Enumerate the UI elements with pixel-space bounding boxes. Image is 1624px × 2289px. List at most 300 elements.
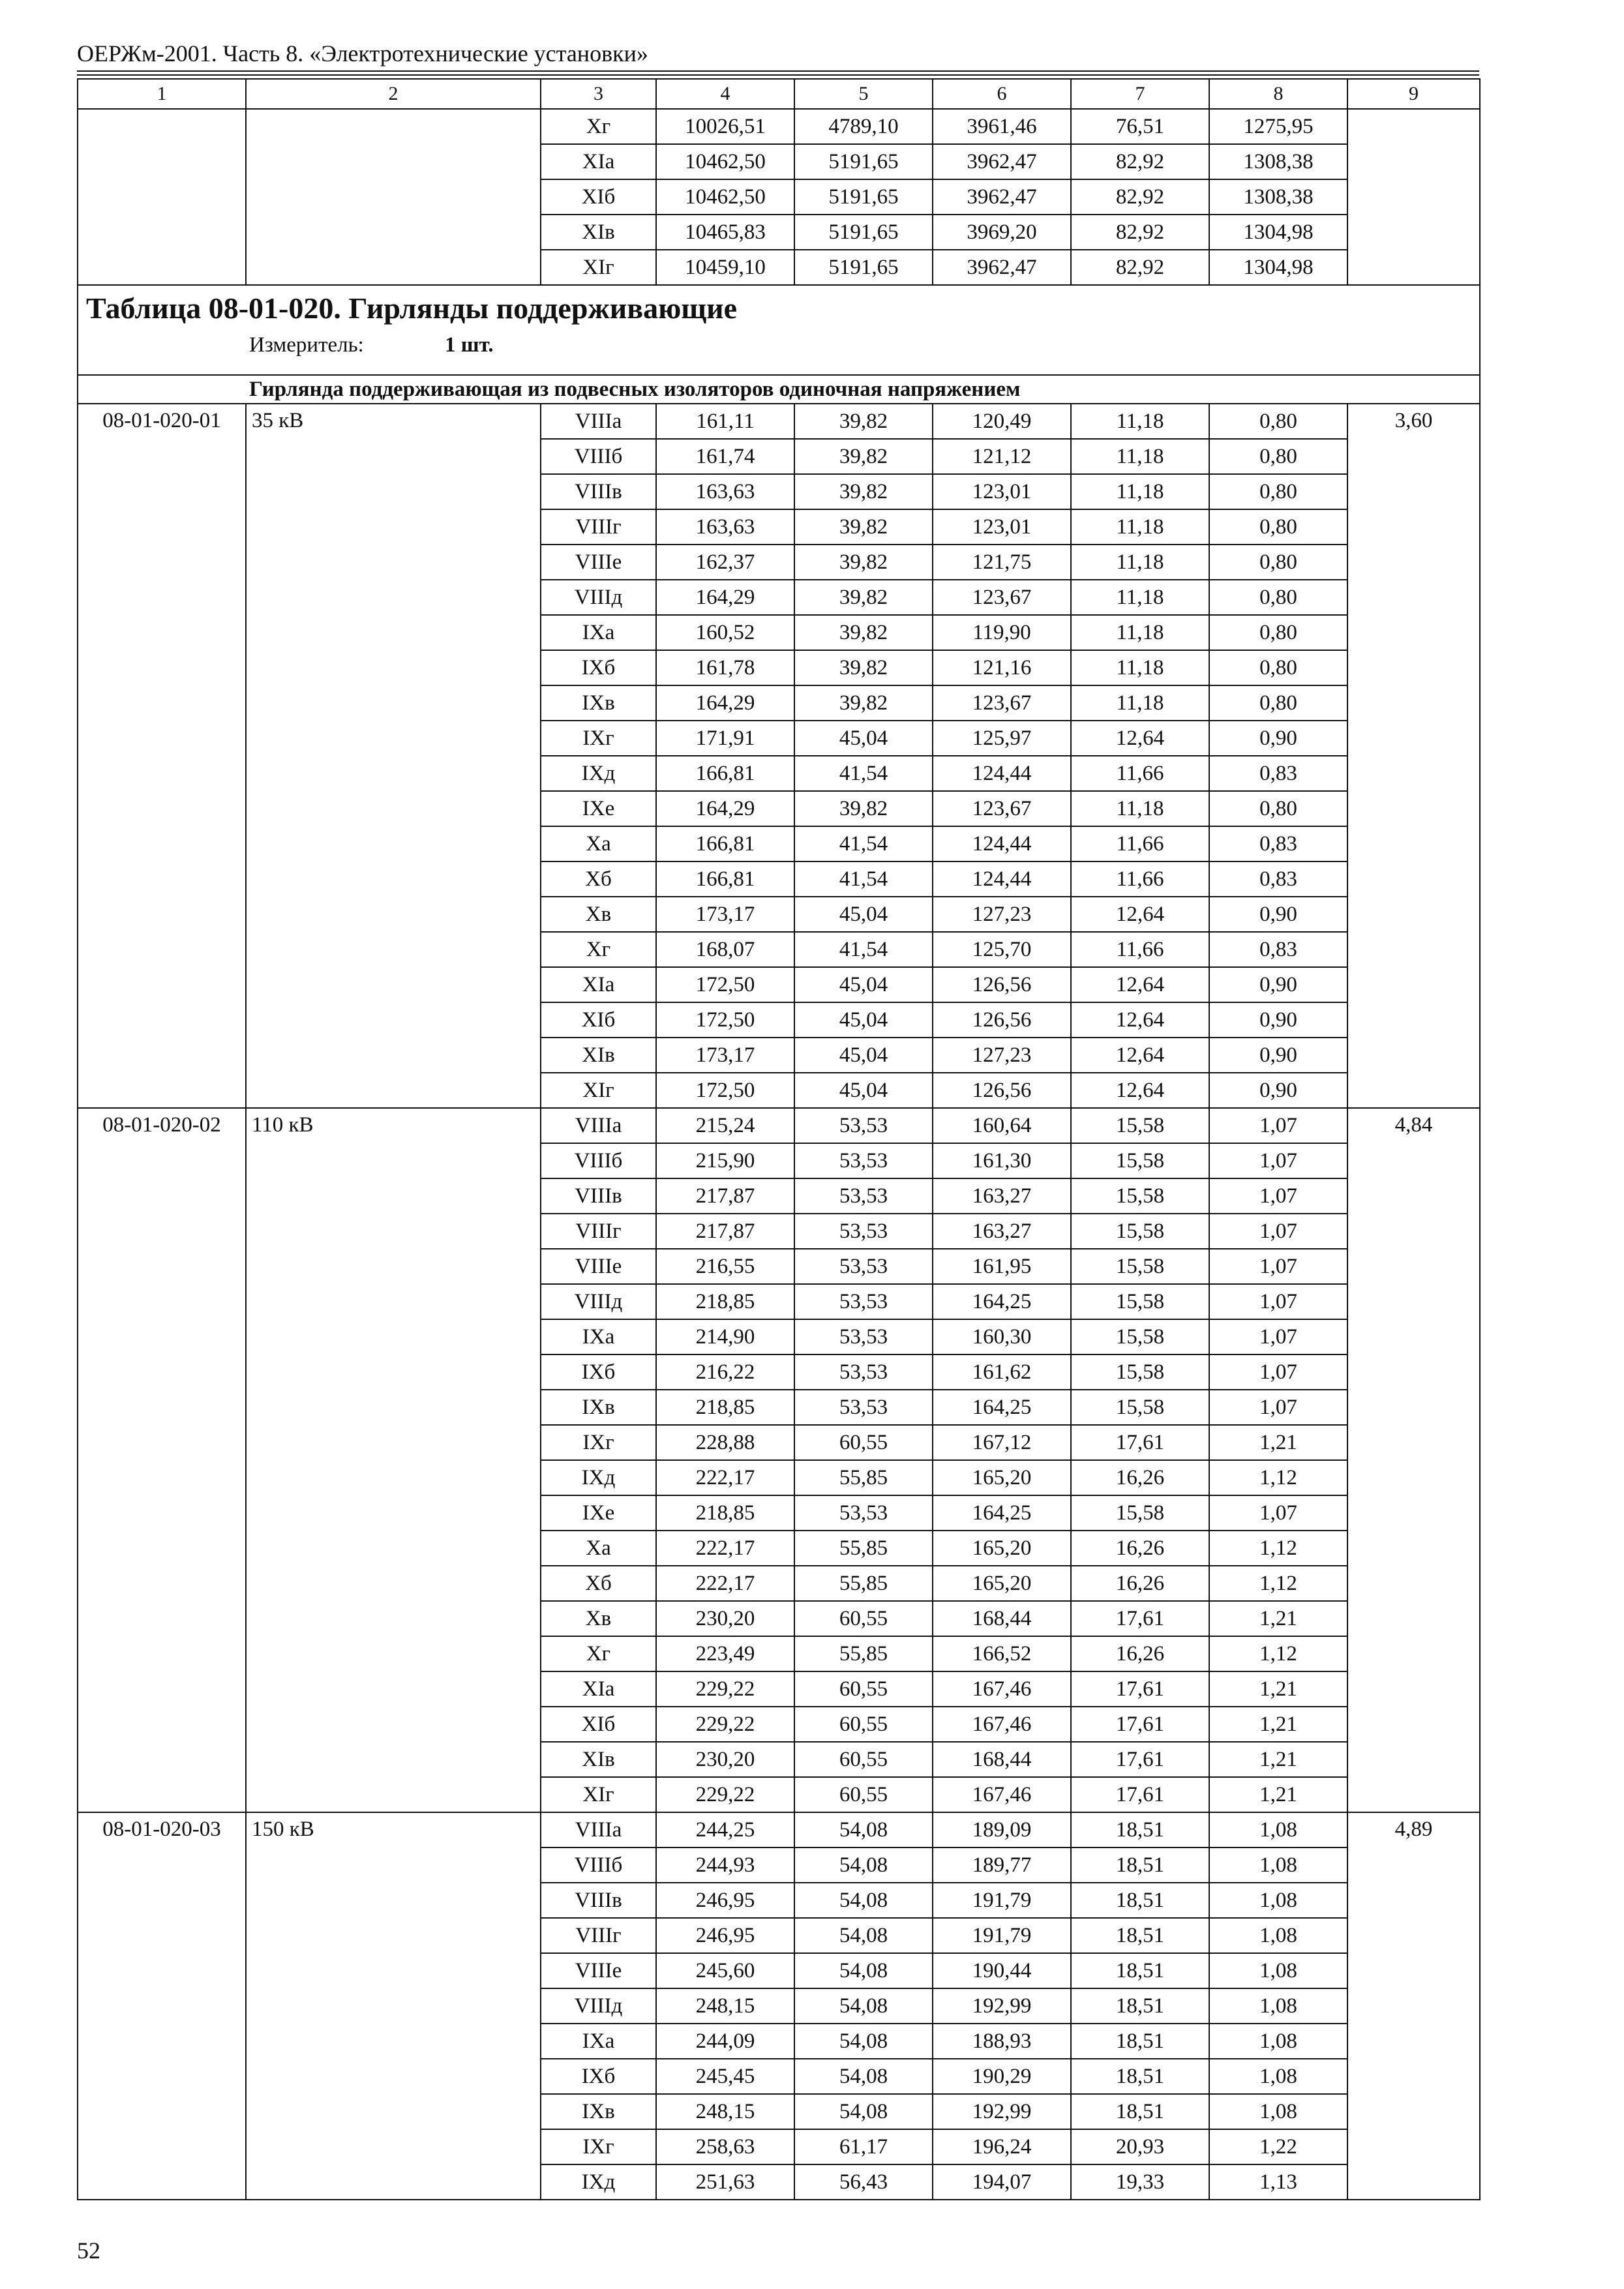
value-cell: 17,61 bbox=[1071, 1777, 1209, 1812]
value-cell: 18,51 bbox=[1071, 1883, 1209, 1918]
value-cell: 164,29 bbox=[656, 685, 794, 721]
value-cell: 39,82 bbox=[794, 615, 933, 650]
value-cell: 1,08 bbox=[1209, 1918, 1347, 1953]
value-cell: 53,53 bbox=[794, 1284, 933, 1319]
value-cell: 120,49 bbox=[933, 404, 1071, 439]
region-cell: IХд bbox=[541, 1460, 656, 1495]
value-cell: 1,08 bbox=[1209, 2024, 1347, 2059]
region-cell: IХд bbox=[541, 756, 656, 791]
region-cell: VIIIе bbox=[541, 545, 656, 580]
item-col9-value: 4,89 bbox=[1347, 1812, 1480, 2200]
value-cell: 53,53 bbox=[794, 1249, 933, 1284]
empty-col9-cell bbox=[1347, 109, 1480, 285]
value-cell: 53,53 bbox=[794, 1495, 933, 1531]
value-cell: 0,83 bbox=[1209, 826, 1347, 861]
value-cell: 1,08 bbox=[1209, 2094, 1347, 2129]
value-cell: 39,82 bbox=[794, 650, 933, 685]
value-cell: 217,87 bbox=[656, 1178, 794, 1214]
value-cell: 161,30 bbox=[933, 1143, 1071, 1178]
region-cell: IХе bbox=[541, 791, 656, 826]
value-cell: 1,12 bbox=[1209, 1460, 1347, 1495]
value-cell: 0,90 bbox=[1209, 1073, 1347, 1108]
value-cell: 123,67 bbox=[933, 791, 1071, 826]
value-cell: 54,08 bbox=[794, 1848, 933, 1883]
value-cell: 246,95 bbox=[656, 1883, 794, 1918]
document-header: ОЕРЖм-2001. Часть 8. «Электротехнические установки» bbox=[77, 40, 648, 67]
value-cell: 168,44 bbox=[933, 1601, 1071, 1636]
value-cell: 1,22 bbox=[1209, 2129, 1347, 2164]
value-cell: 164,25 bbox=[933, 1284, 1071, 1319]
value-cell: 163,27 bbox=[933, 1214, 1071, 1249]
value-cell: 214,90 bbox=[656, 1319, 794, 1354]
value-cell: 1,07 bbox=[1209, 1284, 1347, 1319]
value-cell: 1,07 bbox=[1209, 1178, 1347, 1214]
value-cell: 45,04 bbox=[794, 1002, 933, 1038]
value-cell: 218,85 bbox=[656, 1390, 794, 1425]
value-cell: 53,53 bbox=[794, 1108, 933, 1143]
value-cell: 17,61 bbox=[1071, 1707, 1209, 1742]
value-cell: 0,83 bbox=[1209, 932, 1347, 967]
value-cell: 1,12 bbox=[1209, 1636, 1347, 1671]
region-cell: ХIг bbox=[541, 1777, 656, 1812]
value-cell: 18,51 bbox=[1071, 1988, 1209, 2024]
region-cell: VIIIг bbox=[541, 1214, 656, 1249]
value-cell: 18,51 bbox=[1071, 1953, 1209, 1988]
value-cell: 1304,98 bbox=[1209, 250, 1347, 285]
value-cell: 192,99 bbox=[933, 2094, 1071, 2129]
region-cell: ХIа bbox=[541, 1671, 656, 1707]
value-cell: 165,20 bbox=[933, 1531, 1071, 1566]
value-cell: 39,82 bbox=[794, 791, 933, 826]
value-cell: 222,17 bbox=[656, 1566, 794, 1601]
region-cell: IХг bbox=[541, 1425, 656, 1460]
value-cell: 1,08 bbox=[1209, 2059, 1347, 2094]
value-cell: 1,07 bbox=[1209, 1354, 1347, 1390]
value-cell: 45,04 bbox=[794, 967, 933, 1002]
value-cell: 0,83 bbox=[1209, 756, 1347, 791]
value-cell: 11,18 bbox=[1071, 545, 1209, 580]
value-cell: 15,58 bbox=[1071, 1495, 1209, 1531]
value-cell: 173,17 bbox=[656, 897, 794, 932]
value-cell: 45,04 bbox=[794, 1073, 933, 1108]
region-cell: Хг bbox=[541, 1636, 656, 1671]
value-cell: 168,44 bbox=[933, 1742, 1071, 1777]
region-cell: VIIIа bbox=[541, 1108, 656, 1143]
value-cell: 53,53 bbox=[794, 1319, 933, 1354]
value-cell: 54,08 bbox=[794, 2059, 933, 2094]
value-cell: 126,56 bbox=[933, 967, 1071, 1002]
column-number-4: 4 bbox=[656, 79, 794, 109]
column-number-9: 9 bbox=[1347, 79, 1480, 109]
value-cell: 55,85 bbox=[794, 1566, 933, 1601]
value-cell: 60,55 bbox=[794, 1601, 933, 1636]
value-cell: 163,63 bbox=[656, 509, 794, 545]
region-cell: VIIIе bbox=[541, 1249, 656, 1284]
value-cell: 3962,47 bbox=[933, 250, 1071, 285]
value-cell: 54,08 bbox=[794, 2024, 933, 2059]
value-cell: 3969,20 bbox=[933, 215, 1071, 250]
value-cell: 17,61 bbox=[1071, 1671, 1209, 1707]
table-row bbox=[78, 404, 1480, 439]
value-cell: 251,63 bbox=[656, 2164, 794, 2200]
value-cell: 41,54 bbox=[794, 932, 933, 967]
value-cell: 5191,65 bbox=[794, 215, 933, 250]
value-cell: 1,08 bbox=[1209, 1953, 1347, 1988]
value-cell: 161,78 bbox=[656, 650, 794, 685]
value-cell: 15,58 bbox=[1071, 1108, 1209, 1143]
value-cell: 218,85 bbox=[656, 1284, 794, 1319]
value-cell: 167,12 bbox=[933, 1425, 1071, 1460]
value-cell: 125,70 bbox=[933, 932, 1071, 967]
value-cell: 54,08 bbox=[794, 1812, 933, 1848]
value-cell: 1,21 bbox=[1209, 1425, 1347, 1460]
item-code: 08-01-020-02 bbox=[78, 1108, 246, 1812]
value-cell: 1,08 bbox=[1209, 1883, 1347, 1918]
unit-value: 1 шт. bbox=[445, 333, 494, 357]
value-cell: 165,20 bbox=[933, 1460, 1071, 1495]
value-cell: 215,90 bbox=[656, 1143, 794, 1178]
value-cell: 1275,95 bbox=[1209, 109, 1347, 144]
value-cell: 18,51 bbox=[1071, 1848, 1209, 1883]
region-cell: VIIIв bbox=[541, 1178, 656, 1214]
value-cell: 1,07 bbox=[1209, 1319, 1347, 1354]
region-cell: Хг bbox=[541, 932, 656, 967]
table-row bbox=[78, 1812, 1480, 1848]
value-cell: 5191,65 bbox=[794, 144, 933, 179]
value-cell: 53,53 bbox=[794, 1390, 933, 1425]
value-cell: 10462,50 bbox=[656, 179, 794, 215]
value-cell: 11,18 bbox=[1071, 685, 1209, 721]
value-cell: 123,01 bbox=[933, 474, 1071, 509]
value-cell: 11,66 bbox=[1071, 861, 1209, 897]
column-number-8: 8 bbox=[1209, 79, 1347, 109]
header-rule bbox=[77, 70, 1479, 76]
value-cell: 189,77 bbox=[933, 1848, 1071, 1883]
region-cell: VIIIа bbox=[541, 1812, 656, 1848]
region-cell: IХб bbox=[541, 2059, 656, 2094]
value-cell: 76,51 bbox=[1071, 109, 1209, 144]
value-cell: 15,58 bbox=[1071, 1249, 1209, 1284]
value-cell: 10465,83 bbox=[656, 215, 794, 250]
region-cell: VIIIа bbox=[541, 404, 656, 439]
value-cell: 0,80 bbox=[1209, 580, 1347, 615]
value-cell: 223,49 bbox=[656, 1636, 794, 1671]
value-cell: 56,43 bbox=[794, 2164, 933, 2200]
value-cell: 18,51 bbox=[1071, 2094, 1209, 2129]
value-cell: 1308,38 bbox=[1209, 179, 1347, 215]
value-cell: 15,58 bbox=[1071, 1214, 1209, 1249]
value-cell: 1,21 bbox=[1209, 1777, 1347, 1812]
value-cell: 163,63 bbox=[656, 474, 794, 509]
value-cell: 168,07 bbox=[656, 932, 794, 967]
value-cell: 17,61 bbox=[1071, 1601, 1209, 1636]
value-cell: 190,44 bbox=[933, 1953, 1071, 1988]
region-cell: ХIб bbox=[541, 1707, 656, 1742]
value-cell: 228,88 bbox=[656, 1425, 794, 1460]
value-cell: 164,25 bbox=[933, 1495, 1071, 1531]
value-cell: 127,23 bbox=[933, 1038, 1071, 1073]
region-cell: VIIIб bbox=[541, 439, 656, 474]
value-cell: 245,60 bbox=[656, 1953, 794, 1988]
unit-label: Измеритель: bbox=[249, 333, 364, 357]
value-cell: 1,12 bbox=[1209, 1566, 1347, 1601]
value-cell: 16,26 bbox=[1071, 1566, 1209, 1601]
region-cell: VIIIб bbox=[541, 1848, 656, 1883]
page-number: 52 bbox=[77, 2237, 100, 2264]
value-cell: 167,46 bbox=[933, 1707, 1071, 1742]
value-cell: 194,07 bbox=[933, 2164, 1071, 2200]
value-cell: 244,93 bbox=[656, 1848, 794, 1883]
value-cell: 3962,47 bbox=[933, 144, 1071, 179]
value-cell: 248,15 bbox=[656, 2094, 794, 2129]
value-cell: 11,18 bbox=[1071, 474, 1209, 509]
value-cell: 189,09 bbox=[933, 1812, 1071, 1848]
value-cell: 11,18 bbox=[1071, 650, 1209, 685]
value-cell: 0,83 bbox=[1209, 861, 1347, 897]
region-cell: VIIIб bbox=[541, 1143, 656, 1178]
value-cell: 41,54 bbox=[794, 826, 933, 861]
value-cell: 15,58 bbox=[1071, 1390, 1209, 1425]
region-cell: ХIв bbox=[541, 1038, 656, 1073]
region-cell: IХб bbox=[541, 650, 656, 685]
region-cell: VIIIе bbox=[541, 1953, 656, 1988]
value-cell: 166,81 bbox=[656, 861, 794, 897]
value-cell: 1,07 bbox=[1209, 1214, 1347, 1249]
value-cell: 39,82 bbox=[794, 439, 933, 474]
item-code: 08-01-020-03 bbox=[78, 1812, 246, 2200]
value-cell: 0,80 bbox=[1209, 615, 1347, 650]
value-cell: 18,51 bbox=[1071, 2024, 1209, 2059]
value-cell: 0,90 bbox=[1209, 721, 1347, 756]
value-cell: 218,85 bbox=[656, 1495, 794, 1531]
value-cell: 11,18 bbox=[1071, 615, 1209, 650]
value-cell: 229,22 bbox=[656, 1671, 794, 1707]
value-cell: 53,53 bbox=[794, 1178, 933, 1214]
value-cell: 82,92 bbox=[1071, 250, 1209, 285]
value-cell: 4789,10 bbox=[794, 109, 933, 144]
region-cell: Хб bbox=[541, 861, 656, 897]
value-cell: 11,18 bbox=[1071, 580, 1209, 615]
value-cell: 39,82 bbox=[794, 404, 933, 439]
value-cell: 5191,65 bbox=[794, 250, 933, 285]
region-cell: Ха bbox=[541, 826, 656, 861]
empty-code-cell bbox=[78, 109, 246, 285]
value-cell: 15,58 bbox=[1071, 1354, 1209, 1390]
value-cell: 160,52 bbox=[656, 615, 794, 650]
value-cell: 55,85 bbox=[794, 1460, 933, 1495]
subheader-row bbox=[78, 375, 1480, 404]
value-cell: 16,26 bbox=[1071, 1636, 1209, 1671]
table-title-cell bbox=[78, 285, 1480, 375]
value-cell: 190,29 bbox=[933, 2059, 1071, 2094]
value-cell: 60,55 bbox=[794, 1742, 933, 1777]
value-cell: 230,20 bbox=[656, 1601, 794, 1636]
value-cell: 16,26 bbox=[1071, 1531, 1209, 1566]
value-cell: 229,22 bbox=[656, 1707, 794, 1742]
value-cell: 0,80 bbox=[1209, 791, 1347, 826]
value-cell: 54,08 bbox=[794, 1883, 933, 1918]
table-row bbox=[78, 109, 1480, 144]
value-cell: 45,04 bbox=[794, 1038, 933, 1073]
region-cell: ХIв bbox=[541, 1742, 656, 1777]
value-cell: 54,08 bbox=[794, 1953, 933, 1988]
value-cell: 17,61 bbox=[1071, 1425, 1209, 1460]
value-cell: 1304,98 bbox=[1209, 215, 1347, 250]
value-cell: 15,58 bbox=[1071, 1284, 1209, 1319]
region-cell: ХIб bbox=[541, 1002, 656, 1038]
value-cell: 12,64 bbox=[1071, 1038, 1209, 1073]
value-cell: 82,92 bbox=[1071, 179, 1209, 215]
value-cell: 123,67 bbox=[933, 580, 1071, 615]
value-cell: 0,80 bbox=[1209, 685, 1347, 721]
value-cell: 1,12 bbox=[1209, 1531, 1347, 1566]
value-cell: 11,66 bbox=[1071, 826, 1209, 861]
value-cell: 196,24 bbox=[933, 2129, 1071, 2164]
value-cell: 123,67 bbox=[933, 685, 1071, 721]
empty-name-cell bbox=[246, 109, 541, 285]
value-cell: 166,81 bbox=[656, 826, 794, 861]
region-cell: Хв bbox=[541, 897, 656, 932]
item-name: 35 кВ bbox=[246, 404, 541, 1108]
value-cell: 123,01 bbox=[933, 509, 1071, 545]
column-number-6: 6 bbox=[933, 79, 1071, 109]
value-cell: 124,44 bbox=[933, 861, 1071, 897]
value-cell: 125,97 bbox=[933, 721, 1071, 756]
value-cell: 0,80 bbox=[1209, 545, 1347, 580]
value-cell: 41,54 bbox=[794, 861, 933, 897]
value-cell: 12,64 bbox=[1071, 967, 1209, 1002]
value-cell: 1,08 bbox=[1209, 1812, 1347, 1848]
value-cell: 3961,46 bbox=[933, 109, 1071, 144]
value-cell: 11,18 bbox=[1071, 404, 1209, 439]
value-cell: 161,62 bbox=[933, 1354, 1071, 1390]
value-cell: 164,29 bbox=[656, 791, 794, 826]
value-cell: 11,18 bbox=[1071, 791, 1209, 826]
region-cell: IХг bbox=[541, 2129, 656, 2164]
value-cell: 60,55 bbox=[794, 1707, 933, 1742]
table-title-row bbox=[78, 285, 1480, 375]
column-number-5: 5 bbox=[794, 79, 933, 109]
value-cell: 1,21 bbox=[1209, 1707, 1347, 1742]
value-cell: 39,82 bbox=[794, 545, 933, 580]
value-cell: 15,58 bbox=[1071, 1178, 1209, 1214]
value-cell: 165,20 bbox=[933, 1566, 1071, 1601]
item-col9-value: 3,60 bbox=[1347, 404, 1480, 1108]
value-cell: 172,50 bbox=[656, 1002, 794, 1038]
value-cell: 1,08 bbox=[1209, 1848, 1347, 1883]
value-cell: 60,55 bbox=[794, 1425, 933, 1460]
region-cell: IХв bbox=[541, 1390, 656, 1425]
value-cell: 0,80 bbox=[1209, 474, 1347, 509]
value-cell: 15,58 bbox=[1071, 1143, 1209, 1178]
table-title: Таблица 08-01-020. Гирлянды поддерживающие bbox=[86, 292, 738, 325]
value-cell: 166,81 bbox=[656, 756, 794, 791]
value-cell: 39,82 bbox=[794, 580, 933, 615]
value-cell: 55,85 bbox=[794, 1531, 933, 1566]
value-cell: 1,07 bbox=[1209, 1143, 1347, 1178]
region-cell: VIIIг bbox=[541, 1918, 656, 1953]
value-cell: 1,13 bbox=[1209, 2164, 1347, 2200]
value-cell: 171,91 bbox=[656, 721, 794, 756]
value-cell: 121,12 bbox=[933, 439, 1071, 474]
value-cell: 11,66 bbox=[1071, 932, 1209, 967]
table-subheader: Гирлянда поддерживающая из подвесных изоляторов одиночная напряжением bbox=[78, 375, 1480, 404]
value-cell: 164,29 bbox=[656, 580, 794, 615]
region-cell: ХIг bbox=[541, 1073, 656, 1108]
value-cell: 245,45 bbox=[656, 2059, 794, 2094]
value-cell: 0,90 bbox=[1209, 1038, 1347, 1073]
region-cell: VIIIд bbox=[541, 1988, 656, 2024]
value-cell: 1308,38 bbox=[1209, 144, 1347, 179]
column-number-1: 1 bbox=[78, 79, 246, 109]
value-cell: 246,95 bbox=[656, 1918, 794, 1953]
region-cell: VIIIд bbox=[541, 1284, 656, 1319]
value-cell: 17,61 bbox=[1071, 1742, 1209, 1777]
value-cell: 0,90 bbox=[1209, 967, 1347, 1002]
item-name: 150 кВ bbox=[246, 1812, 541, 2200]
region-cell: IХб bbox=[541, 1354, 656, 1390]
value-cell: 161,11 bbox=[656, 404, 794, 439]
region-cell: ХIг bbox=[541, 250, 656, 285]
value-cell: 12,64 bbox=[1071, 1073, 1209, 1108]
value-cell: 230,20 bbox=[656, 1742, 794, 1777]
region-cell: IХе bbox=[541, 1495, 656, 1531]
value-cell: 191,79 bbox=[933, 1883, 1071, 1918]
value-cell: 12,64 bbox=[1071, 721, 1209, 756]
value-cell: 53,53 bbox=[794, 1214, 933, 1249]
value-cell: 39,82 bbox=[794, 474, 933, 509]
value-cell: 161,74 bbox=[656, 439, 794, 474]
value-cell: 126,56 bbox=[933, 1002, 1071, 1038]
value-cell: 172,50 bbox=[656, 967, 794, 1002]
value-cell: 167,46 bbox=[933, 1671, 1071, 1707]
value-cell: 16,26 bbox=[1071, 1460, 1209, 1495]
value-cell: 216,22 bbox=[656, 1354, 794, 1390]
value-cell: 53,53 bbox=[794, 1354, 933, 1390]
table-body bbox=[78, 79, 1480, 2200]
value-cell: 1,07 bbox=[1209, 1390, 1347, 1425]
value-cell: 173,17 bbox=[656, 1038, 794, 1073]
value-cell: 5191,65 bbox=[794, 179, 933, 215]
region-cell: ХIб bbox=[541, 179, 656, 215]
region-cell: VIIIв bbox=[541, 474, 656, 509]
value-cell: 248,15 bbox=[656, 1988, 794, 2024]
column-number-2: 2 bbox=[246, 79, 541, 109]
value-cell: 216,55 bbox=[656, 1249, 794, 1284]
value-cell: 3962,47 bbox=[933, 179, 1071, 215]
value-cell: 172,50 bbox=[656, 1073, 794, 1108]
region-cell: IХа bbox=[541, 1319, 656, 1354]
region-cell: IХд bbox=[541, 2164, 656, 2200]
value-cell: 0,80 bbox=[1209, 650, 1347, 685]
value-cell: 162,37 bbox=[656, 545, 794, 580]
value-cell: 1,07 bbox=[1209, 1108, 1347, 1143]
value-cell: 164,25 bbox=[933, 1390, 1071, 1425]
value-cell: 163,27 bbox=[933, 1178, 1071, 1214]
region-cell: Хв bbox=[541, 1601, 656, 1636]
value-cell: 222,17 bbox=[656, 1531, 794, 1566]
value-cell: 60,55 bbox=[794, 1777, 933, 1812]
value-cell: 1,21 bbox=[1209, 1671, 1347, 1707]
region-cell: VIIIв bbox=[541, 1883, 656, 1918]
value-cell: 0,80 bbox=[1209, 404, 1347, 439]
value-cell: 60,55 bbox=[794, 1671, 933, 1707]
value-cell: 0,90 bbox=[1209, 1002, 1347, 1038]
region-cell: IХг bbox=[541, 721, 656, 756]
value-cell: 215,24 bbox=[656, 1108, 794, 1143]
value-cell: 222,17 bbox=[656, 1460, 794, 1495]
value-cell: 188,93 bbox=[933, 2024, 1071, 2059]
